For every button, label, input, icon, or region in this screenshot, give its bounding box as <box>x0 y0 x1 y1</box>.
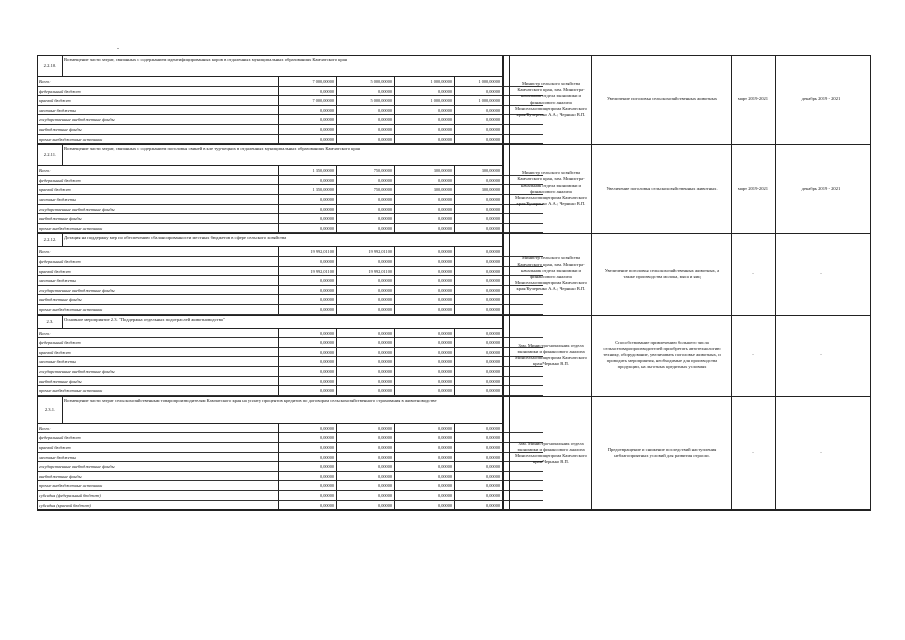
row-label: Всего: <box>37 424 279 433</box>
amount-cell: 0,00000 <box>455 453 503 462</box>
amount-cell: 0,00000 <box>337 87 395 96</box>
amount-cell: 1 000,00000 <box>455 96 503 105</box>
row-label: местные бюджеты <box>37 195 279 204</box>
amount-cell: 0,00000 <box>337 176 395 185</box>
amount-cell: 0,00000 <box>279 357 337 366</box>
amount-cell: 0,00000 <box>337 286 395 295</box>
row-label: внебюджетные фонды <box>37 295 279 304</box>
amount-cell: 0,00000 <box>395 286 455 295</box>
column-divider <box>509 55 510 510</box>
amount-cell: 0,00000 <box>279 106 337 115</box>
amount-cell: 0,00000 <box>279 286 337 295</box>
amount-cell: 1 000,00000 <box>395 96 455 105</box>
amount-cell: 0,00000 <box>395 295 455 304</box>
amount-cell: 0,00000 <box>395 276 455 285</box>
amount-cell: 0,00000 <box>395 367 455 376</box>
row-label: федеральный бюджет <box>37 433 279 442</box>
amount-cell: 0,00000 <box>455 472 503 481</box>
amount-cell: 0,00000 <box>455 214 503 223</box>
row-label: внебюджетные фонды <box>37 125 279 134</box>
end-date-cell: - <box>820 449 822 455</box>
section-number: 2.3.1. <box>38 397 63 423</box>
amount-cell: 0,00000 <box>455 257 503 266</box>
budget-table <box>37 55 871 560</box>
amount-cell: 0,00000 <box>279 501 337 510</box>
amount-cell: 0,00000 <box>279 367 337 376</box>
column-divider <box>503 55 504 510</box>
section-number: 2.2.11. <box>38 145 63 165</box>
amount-cell: 0,00000 <box>395 106 455 115</box>
amount-cell: 0,00000 <box>337 195 395 204</box>
end-date-cell: - <box>820 270 822 276</box>
amount-cell: 0,00000 <box>395 257 455 266</box>
amount-cell: 0,00000 <box>337 125 395 134</box>
amount-cell: 0,00000 <box>455 115 503 124</box>
amount-cell: 300,00000 <box>455 166 503 175</box>
amount-cell: 0,00000 <box>455 276 503 285</box>
amount-cell: 19 992,01100 <box>279 267 337 276</box>
amount-cell: 0,00000 <box>455 286 503 295</box>
expected-result-cell: Увеличение поголовья сельскохозяйственных животных, а также производства молока, мяса и яиц <box>604 267 720 279</box>
row-label: прочие внебюджетные источники <box>37 224 279 233</box>
amount-cell: 0,00000 <box>337 295 395 304</box>
row-label: краевой бюджет <box>37 267 279 276</box>
end-date-cell: - <box>820 352 822 358</box>
amount-cell: 0,00000 <box>337 472 395 481</box>
amount-cell: 0,00000 <box>337 106 395 115</box>
row-label: прочие внебюджетные источники <box>37 135 279 144</box>
amount-cell: 0,00000 <box>279 125 337 134</box>
amount-cell: 0,00000 <box>279 214 337 223</box>
amount-cell: 0,00000 <box>455 367 503 376</box>
row-label: государственные внебюджетные фонды <box>37 462 279 471</box>
amount-cell: 0,00000 <box>395 125 455 134</box>
row-label: Всего: <box>37 77 279 86</box>
section-divider <box>37 510 871 511</box>
amount-cell: 750,00000 <box>337 166 395 175</box>
start-date-cell: - <box>752 449 754 455</box>
row-label: внебюджетные фонды <box>37 214 279 223</box>
amount-cell: 0,00000 <box>455 329 503 338</box>
amount-cell: 0,00000 <box>279 257 337 266</box>
row-label: Всего: <box>37 166 279 175</box>
amount-cell: 0,00000 <box>337 433 395 442</box>
amount-cell: 0,00000 <box>455 491 503 500</box>
amount-cell: 0,00000 <box>395 214 455 223</box>
amount-cell: 0,00000 <box>279 295 337 304</box>
row-label: краевой бюджет <box>37 443 279 452</box>
amount-cell: 0,00000 <box>279 433 337 442</box>
section-title: Возмещение части затрат, связанных с содержанием поголовья свиней в кле тур-кецких в отдаленных муниципальных образованиях Камчатского края <box>64 146 360 152</box>
amount-cell: 0,00000 <box>395 267 455 276</box>
amount-cell: 0,00000 <box>337 491 395 500</box>
section-title: Возмещение части затрат, связанных с содержанием идентифицированных коров в отдаленных муниципальных образованиях Камчатского края <box>64 57 347 62</box>
expected-result-cell: Увеличение поголовья сельскохозяйственных животных <box>606 96 718 102</box>
amount-cell: 0,00000 <box>337 276 395 285</box>
amount-cell: 0,00000 <box>395 135 455 144</box>
amount-cell: 0,00000 <box>455 135 503 144</box>
row-label: государственные внебюджетные фонды <box>37 367 279 376</box>
amount-cell: 0,00000 <box>279 443 337 452</box>
amount-cell: 0,00000 <box>337 135 395 144</box>
section-number: 2.3. <box>38 316 63 328</box>
amount-cell: 300,00000 <box>455 185 503 194</box>
amount-cell: 0,00000 <box>455 106 503 115</box>
row-label: краевой бюджет <box>37 96 279 105</box>
responsible-cell: Зам. Министра-начальник отдела экономики и финансового анализа Минсельхозпищепрома Камчатского края/Чернько В.П. <box>515 342 587 367</box>
amount-cell: 0,00000 <box>455 305 503 314</box>
amount-cell: 19 992,01100 <box>279 247 337 256</box>
amount-cell: 1 350,00000 <box>279 185 337 194</box>
amount-cell: 0,00000 <box>337 453 395 462</box>
amount-cell: 0,00000 <box>395 433 455 442</box>
row-label: государственные внебюджетные фонды <box>37 205 279 214</box>
amount-cell: 0,00000 <box>455 462 503 471</box>
expected-result-cell: Увеличение поголовья сельскохозяйственных животных. <box>606 185 718 191</box>
amount-cell: 0,00000 <box>455 481 503 490</box>
row-label: федеральный бюджет <box>37 338 279 347</box>
amount-cell: 0,00000 <box>337 348 395 357</box>
amount-cell: 300,00000 <box>395 185 455 194</box>
top-mark: - <box>117 46 119 52</box>
row-label: внебюджетные фонды <box>37 472 279 481</box>
row-label: местные бюджеты <box>37 357 279 366</box>
row-label: местные бюджеты <box>37 276 279 285</box>
amount-cell: 0,00000 <box>395 443 455 452</box>
amount-cell: 0,00000 <box>279 472 337 481</box>
amount-cell: 0,00000 <box>279 377 337 386</box>
row-label: федеральный бюджет <box>37 87 279 96</box>
amount-cell: 0,00000 <box>279 338 337 347</box>
row-label: внебюджетные фонды <box>37 377 279 386</box>
section-title: Возмещение части затрат сельскохозяйственным товаропроизводителям Камчатского края на уплату процентов кредитов по договорам сельскохозяйственного страхования в животноводстве <box>64 397 437 403</box>
amount-cell: 0,00000 <box>455 87 503 96</box>
expected-result-cell: Предотвращение и снижение последствий наступления неблагоприятных условий для развития отрасли. <box>607 446 717 458</box>
start-date-cell: - <box>752 352 754 358</box>
row-label: прочие внебюджетные источники <box>37 386 279 395</box>
amount-cell: 0,00000 <box>455 386 503 395</box>
amount-cell: 0,00000 <box>455 443 503 452</box>
column-divider <box>591 55 592 510</box>
amount-cell: 0,00000 <box>455 176 503 185</box>
amount-cell: 0,00000 <box>279 305 337 314</box>
amount-cell: 0,00000 <box>337 443 395 452</box>
row-label: местные бюджеты <box>37 106 279 115</box>
amount-cell: 7 000,00000 <box>279 77 337 86</box>
amount-cell: 0,00000 <box>395 453 455 462</box>
amount-cell: 0,00000 <box>455 295 503 304</box>
amount-cell: 1 000,00000 <box>455 77 503 86</box>
row-label: субсидия (федеральный бюджет) <box>37 491 279 500</box>
amount-cell: 1 000,00000 <box>395 77 455 86</box>
end-date-cell: декабрь 2019 - 2021 <box>801 185 841 191</box>
row-label: прочие внебюджетные источники <box>37 481 279 490</box>
amount-cell: 0,00000 <box>455 125 503 134</box>
amount-cell: 0,00000 <box>337 367 395 376</box>
amount-cell: 0,00000 <box>337 357 395 366</box>
amount-cell: 0,00000 <box>337 386 395 395</box>
amount-cell: 0,00000 <box>279 115 337 124</box>
row-label: краевой бюджет <box>37 348 279 357</box>
amount-cell: 0,00000 <box>337 205 395 214</box>
amount-cell: 5 000,00000 <box>337 77 395 86</box>
section-number: 2.2.10. <box>38 56 63 76</box>
amount-cell: 0,00000 <box>395 424 455 433</box>
responsible-cell: Министр сельского хозяйства Камчатского края, зам. Министра-начальник отдела экономики и финансового анализа Минсельхозпищепрома Камчатского края/Кучеренко А.А.; Чернько В.П. <box>515 170 587 207</box>
amount-cell: 0,00000 <box>395 195 455 204</box>
amount-cell: 300,00000 <box>395 166 455 175</box>
amount-cell: 0,00000 <box>395 491 455 500</box>
amount-cell: 0,00000 <box>395 386 455 395</box>
row-label: федеральный бюджет <box>37 176 279 185</box>
amount-cell: 0,00000 <box>337 501 395 510</box>
amount-cell: 0,00000 <box>395 472 455 481</box>
amount-cell: 0,00000 <box>279 386 337 395</box>
amount-cell: 0,00000 <box>337 462 395 471</box>
amount-cell: 0,00000 <box>455 224 503 233</box>
amount-cell: 7 000,00000 <box>279 96 337 105</box>
amount-cell: 0,00000 <box>455 357 503 366</box>
amount-cell: 0,00000 <box>455 377 503 386</box>
row-label: государственные внебюджетные фонды <box>37 115 279 124</box>
responsible-cell: Министр сельского хозяйства Камчатского края, зам. Министра-начальник отдела экономики и финансового анализа Минсельхозпищепрома Камчатского края/Кучеренко А.А.; Чернько В.П. <box>515 255 587 292</box>
amount-cell: 0,00000 <box>395 462 455 471</box>
amount-cell: 0,00000 <box>337 305 395 314</box>
amount-cell: 0,00000 <box>455 501 503 510</box>
amount-cell: 0,00000 <box>395 348 455 357</box>
row-label: краевой бюджет <box>37 185 279 194</box>
responsible-cell: Министр сельского хозяйства Камчатского края, зам. Министра-начальник отдела экономики и финансового анализа Минсельхозпищепрома Камчатского края/Кучеренко А.А.; Чернько В.П. <box>515 80 587 117</box>
start-date-cell: март 2019-2021 <box>737 96 769 102</box>
start-date-cell: - <box>752 270 754 276</box>
row-label: государственные внебюджетные фонды <box>37 286 279 295</box>
amount-cell: 0,00000 <box>279 462 337 471</box>
end-date-cell: декабрь 2019 - 2021 <box>801 96 841 102</box>
expected-result-cell: Способствование привлечению большего числа сельхозтоваропроизводителей приобретать автотехнологию технику, оборудование, увеличивать поголовье животных, и проводить мероприятия, необходимые для производства продукции, на льготных кредитных условиях <box>603 339 721 370</box>
amount-cell: 0,00000 <box>279 135 337 144</box>
amount-cell: 0,00000 <box>455 247 503 256</box>
row-label: местные бюджеты <box>37 453 279 462</box>
row-label: прочие внебюджетные источники <box>37 305 279 314</box>
amount-cell: 0,00000 <box>395 176 455 185</box>
section-number: 2.2.12. <box>38 234 63 246</box>
amount-cell: 0,00000 <box>279 453 337 462</box>
amount-cell: 0,00000 <box>455 195 503 204</box>
amount-cell: 0,00000 <box>395 247 455 256</box>
amount-cell: 0,00000 <box>395 329 455 338</box>
row-label: Всего: <box>37 329 279 338</box>
amount-cell: 0,00000 <box>279 424 337 433</box>
amount-cell: 0,00000 <box>395 115 455 124</box>
amount-cell: 0,00000 <box>455 267 503 276</box>
amount-cell: 0,00000 <box>279 224 337 233</box>
section-title: Дотация на поддержку мер по обеспечению сбалансированности местных бюджетов в сфере сельского хозяйства <box>64 235 287 241</box>
amount-cell: 0,00000 <box>337 115 395 124</box>
amount-cell: 0,00000 <box>395 357 455 366</box>
row-label: федеральный бюджет <box>37 257 279 266</box>
amount-cell: 0,00000 <box>337 424 395 433</box>
amount-cell: 0,00000 <box>337 338 395 347</box>
amount-cell: 0,00000 <box>279 481 337 490</box>
amount-cell: 0,00000 <box>279 205 337 214</box>
amount-cell: 0,00000 <box>279 195 337 204</box>
table-frame <box>37 55 871 510</box>
section-title: Основное мероприятие 2.3. "Поддержка отдельных подотраслей животноводства" <box>64 316 225 322</box>
amount-cell: 0,00000 <box>279 348 337 357</box>
amount-cell: 19 992,01100 <box>337 267 395 276</box>
amount-cell: 0,00000 <box>395 305 455 314</box>
start-date-cell: март 2019-2021 <box>737 185 769 191</box>
amount-cell: 0,00000 <box>337 377 395 386</box>
responsible-cell: Зам. Министра-начальник отдела экономики и финансового анализа Минсельхозпищепрома Камчатского края/Чернько В.П. <box>515 440 587 465</box>
amount-cell: 0,00000 <box>279 329 337 338</box>
amount-cell: 0,00000 <box>395 338 455 347</box>
amount-cell: 0,00000 <box>337 329 395 338</box>
amount-cell: 19 992,01100 <box>337 247 395 256</box>
amount-cell: 0,00000 <box>395 501 455 510</box>
amount-cell: 0,00000 <box>395 205 455 214</box>
amount-cell: 0,00000 <box>455 338 503 347</box>
amount-cell: 0,00000 <box>455 433 503 442</box>
amount-cell: 5 000,00000 <box>337 96 395 105</box>
amount-cell: 0,00000 <box>279 276 337 285</box>
amount-cell: 0,00000 <box>395 224 455 233</box>
amount-cell: 0,00000 <box>337 481 395 490</box>
amount-cell: 0,00000 <box>395 87 455 96</box>
amount-cell: 0,00000 <box>455 205 503 214</box>
amount-cell: 0,00000 <box>337 257 395 266</box>
row-label: Всего: <box>37 247 279 256</box>
amount-cell: 0,00000 <box>279 491 337 500</box>
amount-cell: 0,00000 <box>337 214 395 223</box>
amount-cell: 0,00000 <box>455 348 503 357</box>
amount-cell: 0,00000 <box>395 377 455 386</box>
amount-cell: 1 350,00000 <box>279 166 337 175</box>
amount-cell: 0,00000 <box>279 176 337 185</box>
amount-cell: 0,00000 <box>279 87 337 96</box>
amount-cell: 0,00000 <box>455 424 503 433</box>
amount-cell: 750,00000 <box>337 185 395 194</box>
column-divider <box>775 55 776 510</box>
amount-cell: 0,00000 <box>395 481 455 490</box>
amount-cell: 0,00000 <box>337 224 395 233</box>
row-label: субсидия (краевой бюджет) <box>37 501 279 510</box>
column-divider <box>731 55 732 510</box>
